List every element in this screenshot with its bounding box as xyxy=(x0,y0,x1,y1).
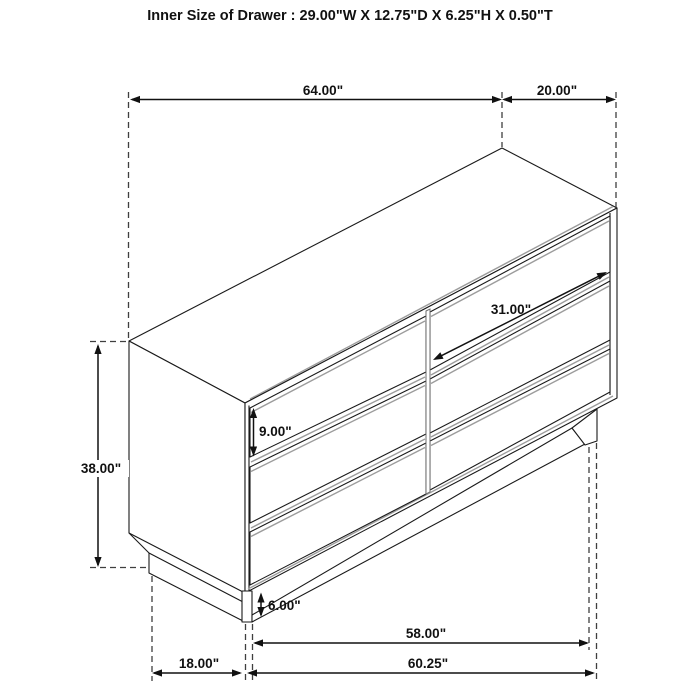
diagram-title: Inner Size of Drawer : 29.00"W X 12.75"D X 6.25"H X 0.50"T xyxy=(147,8,553,24)
dimension-base-span-inner xyxy=(253,626,589,647)
arrowhead-icon xyxy=(257,593,264,603)
arrowhead-icon xyxy=(152,669,162,676)
arrowhead-icon xyxy=(492,96,502,103)
center-divider xyxy=(426,309,430,494)
arrowhead-icon xyxy=(585,669,595,676)
dimension-depth-top xyxy=(502,83,616,103)
dimension-overall-height xyxy=(73,344,129,567)
arrowhead-icon xyxy=(579,639,589,646)
dimension-width-top xyxy=(130,83,502,103)
front-left-leg xyxy=(242,591,252,622)
dimension-base-span-outer xyxy=(247,656,595,677)
dimension-label-side-inset: 18.00" xyxy=(178,656,220,671)
arrowhead-icon xyxy=(253,639,263,646)
arrowhead-icon xyxy=(606,96,616,103)
arrowhead-icon xyxy=(502,96,512,103)
dresser-body xyxy=(129,148,617,593)
dimension-label-base-span-inner: 58.00" xyxy=(405,626,447,641)
arrowhead-icon xyxy=(94,344,101,354)
dimension-label-width-top: 64.00" xyxy=(302,83,344,98)
arrowhead-icon xyxy=(232,669,242,676)
dimension-label-drawer-width: 31.00" xyxy=(490,302,532,317)
arrowhead-icon xyxy=(130,96,140,103)
dimension-label-base-span-outer: 60.25" xyxy=(407,656,449,671)
arrowhead-icon xyxy=(94,557,101,567)
dimension-label-drawer-height: 9.00" xyxy=(259,424,292,439)
dimension-label-depth-top: 20.00" xyxy=(536,83,578,98)
dimension-label-base-height: 6.00" xyxy=(268,598,301,613)
dimension-label-overall-height: 38.00" xyxy=(80,461,122,476)
dimension-side-inset xyxy=(152,656,242,677)
